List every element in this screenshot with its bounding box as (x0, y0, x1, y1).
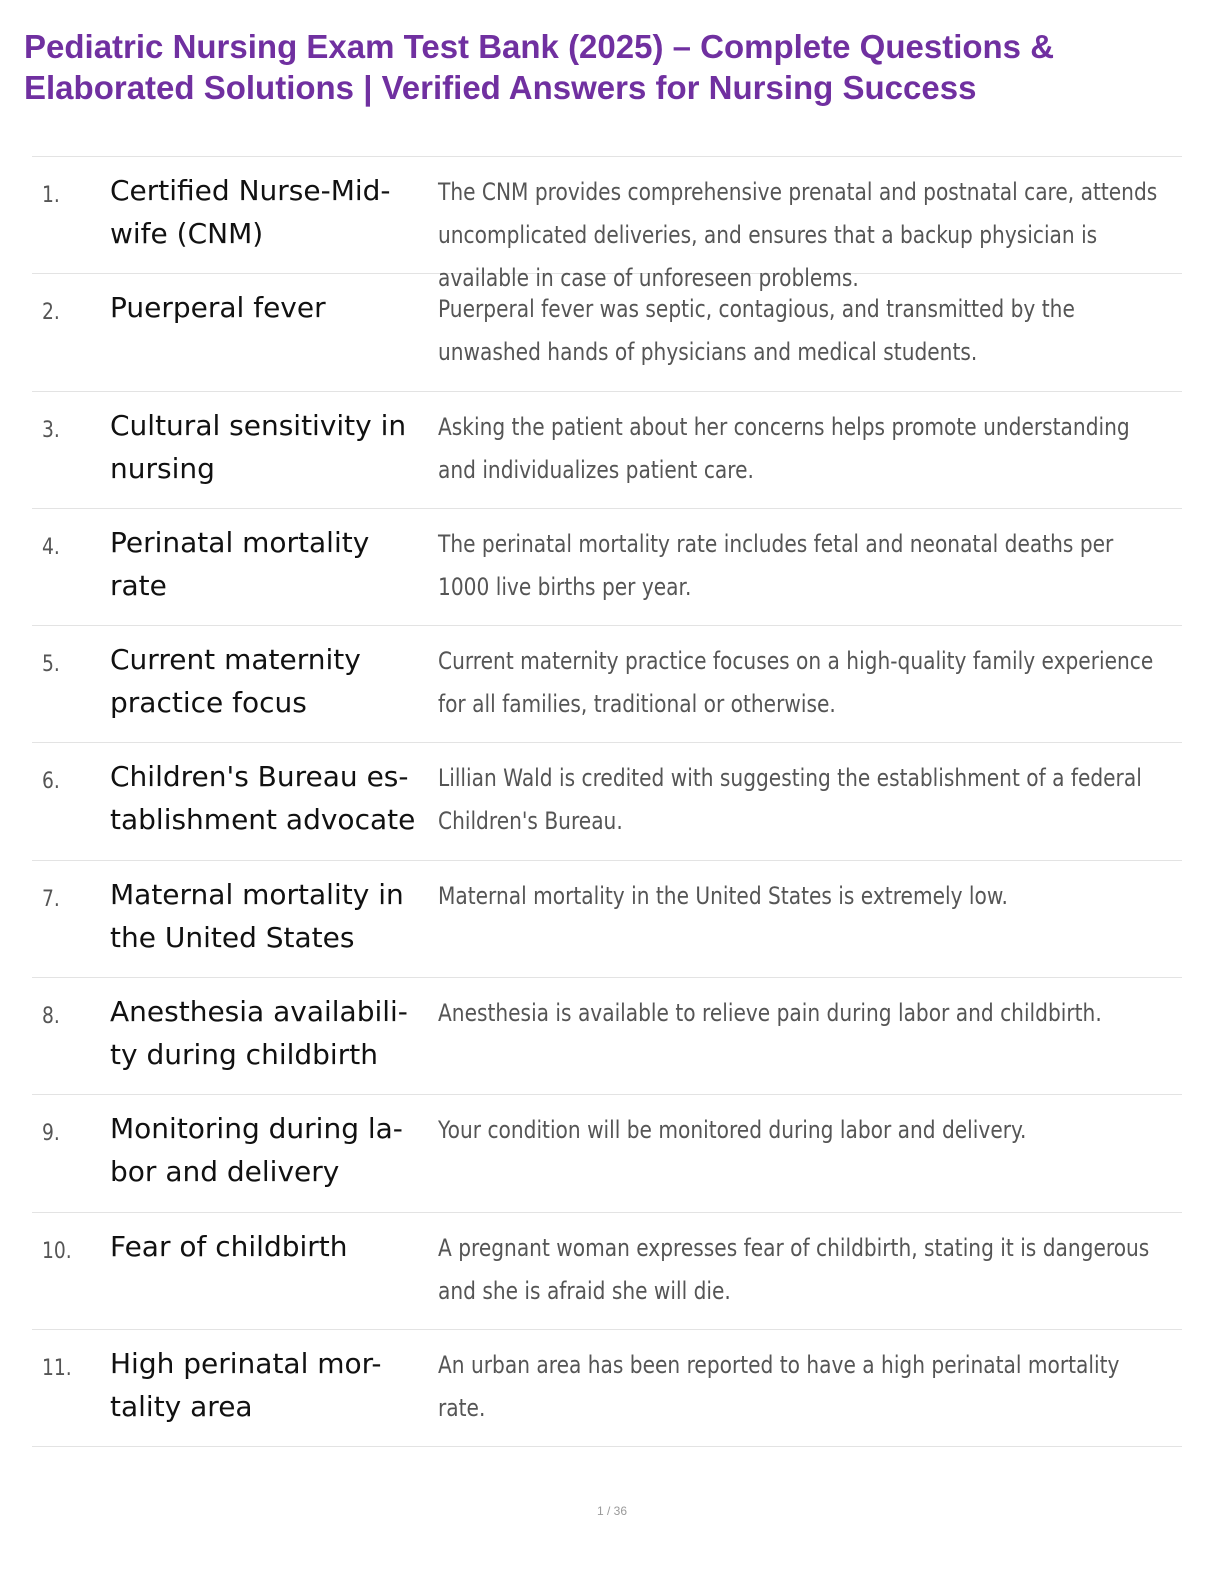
term-number: 2. (42, 300, 60, 326)
term-row (32, 978, 1182, 1095)
term-definition: Your condition will be monitored during labor and delivery. (438, 1116, 1027, 1145)
term-name (110, 1107, 440, 1193)
term-row (32, 1213, 1182, 1330)
term-name-line: Monitoring during la- (110, 1112, 403, 1146)
term-name-line: Puerperal fever (110, 291, 326, 325)
term-name-line: wife (CNM) (110, 217, 264, 250)
term-name (110, 169, 440, 255)
term-number: 3. (42, 417, 60, 443)
term-definition: An urban area has been reported to have a high perinatal mortality rate. (438, 1350, 1120, 1422)
term-row (32, 743, 1182, 860)
term-name-line: Current maternity (110, 643, 361, 677)
term-definition: Asking the patient about her concerns helps promote understanding and individualizes patient care. (438, 412, 1130, 484)
term-name-line: Certified Nurse-Mid- (110, 174, 391, 207)
term-row (32, 1095, 1182, 1212)
terms-table (32, 156, 1182, 1447)
term-name-line: Perinatal mortality (110, 525, 370, 559)
term-name-line: tality area (110, 1389, 253, 1423)
term-row (32, 626, 1182, 743)
term-name-line: Maternal mortality in (110, 877, 404, 911)
term-name-line: Anesthesia availabili- (110, 995, 408, 1029)
term-definition: A pregnant woman expresses fear of childbirth, stating it is dangerous and she is afraid she will die. (438, 1233, 1150, 1305)
term-name-line: High perinatal mor- (110, 1346, 382, 1380)
term-name-line: practice focus (110, 686, 307, 720)
term-definition: Puerperal fever was septic, contagious, and transmitted by the unwashed hands of physicians and medical students. (438, 295, 1075, 367)
term-definition: Lillian Wald is credited with suggesting the establishment of a federal Children's Bureau. (438, 764, 1142, 836)
term-definition: Anesthesia is available to relieve pain during labor and childbirth. (438, 999, 1102, 1028)
term-definition: Current maternity practice focuses on a high-quality family experience for all families, traditional or otherwise. (438, 647, 1154, 719)
term-number: 9. (42, 1121, 60, 1147)
term-name (110, 990, 440, 1076)
term-name-line: bor and delivery (110, 1155, 340, 1189)
term-name (110, 1342, 440, 1428)
term-number: 11. (42, 1355, 72, 1381)
term-name (110, 1225, 440, 1268)
term-number: 1. (42, 183, 60, 208)
term-row (32, 861, 1182, 978)
term-row (32, 392, 1182, 509)
document-title: Pediatric Nursing Exam Test Bank (2025) – Complete Questions & Elaborated Solutions | Verified Answers for Nursing Success (24, 28, 1055, 106)
term-number: 10. (42, 1238, 72, 1264)
term-number: 5. (42, 652, 60, 678)
term-name-line: nursing (110, 451, 215, 485)
page-indicator: 1 / 36 (596, 1504, 628, 1518)
term-name (110, 873, 440, 959)
term-name-line: the United States (110, 920, 355, 954)
term-name-line: rate (110, 568, 167, 602)
term-name (110, 755, 440, 841)
term-definition: Maternal mortality in the United States is extremely low. (438, 881, 1008, 910)
term-name-line: Cultural sensitivity in (110, 408, 407, 442)
term-definition: The perinatal mortality rate includes fetal and neonatal deaths per 1000 live births per year. (438, 529, 1114, 601)
term-name-line: tablishment advocate (110, 803, 416, 837)
term-row (32, 1330, 1182, 1447)
term-name (110, 286, 440, 329)
term-row (32, 157, 1182, 292)
term-name (110, 404, 440, 490)
term-number: 4. (42, 534, 60, 560)
term-name (110, 521, 440, 607)
term-definition: The CNM provides comprehensive prenatal and postnatal care, attends uncomplicated deliveries, and ensures that a backup physician is available in case of unforeseen problems. (438, 178, 1158, 292)
term-number: 6. (42, 769, 60, 795)
term-name-line: ty during childbirth (110, 1038, 378, 1072)
term-row (32, 509, 1182, 626)
term-name-line: Fear of childbirth (110, 1229, 348, 1263)
term-name (110, 638, 440, 724)
term-name-line: Children's Bureau es- (110, 760, 409, 794)
term-row (32, 274, 1182, 391)
term-number: 8. (42, 1004, 60, 1030)
term-number: 7. (42, 886, 60, 912)
